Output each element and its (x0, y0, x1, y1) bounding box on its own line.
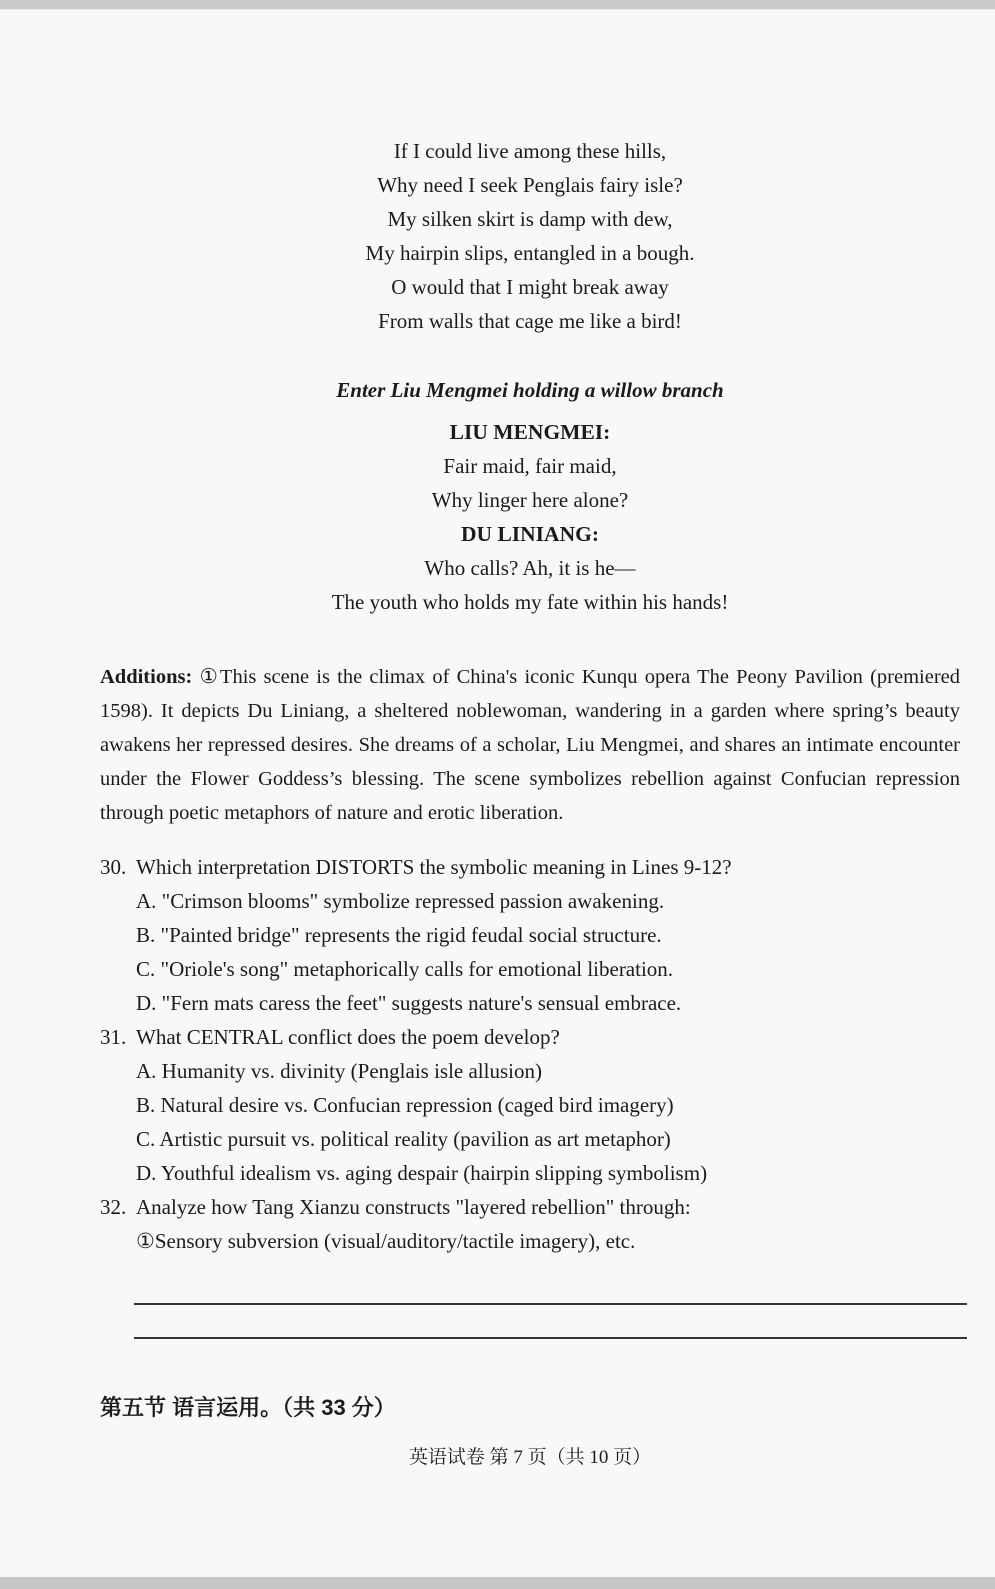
question-number: 32. (100, 1195, 127, 1219)
section-header: 第五节 语言运用。（共 33 分） (100, 1395, 396, 1420)
poem (100, 134, 960, 338)
additions-label: Additions: (100, 666, 193, 688)
option-d: D. "Fern mats caress the feet" suggests nature's sensual embrace. (136, 991, 682, 1015)
question-stem (100, 1190, 960, 1224)
question-30 (100, 850, 960, 1020)
question-text: Which interpretation DISTORTS the symbolic meaning in Lines 9-12? (136, 855, 732, 879)
dialogue-line: The youth who holds my fate within his hands! (331, 590, 729, 614)
drama-excerpt (100, 373, 960, 619)
answer-blank-line (134, 1337, 967, 1339)
option-b: B. "Painted bridge" represents the rigid feudal social structure. (136, 923, 662, 947)
option-a: A. "Crimson blooms" symbolize repressed passion awakening. (136, 889, 665, 913)
page-footer: 英语试卷 第 7 页（共 10 页） (408, 1447, 652, 1468)
poem-line: O would that I might break away (391, 275, 669, 299)
question-list (100, 850, 960, 1258)
page-content (100, 0, 960, 1471)
additions-text: ①This scene is the climax of China's iconic Kunqu opera The Peony Pavilion (premiered 1598). It depicts Du Liniang, a sheltered noblewoman, wandering in a garden where spring’s beauty awakens her repressed desires. She dreams of a scholar, Liu Mengmei, and shares an intimate encounter under the Flower Goddess’s blessing. The scene symbolizes rebellion against Confucian repression through poetic metaphors of nature and erotic liberation. (100, 666, 961, 824)
question-stem (100, 1020, 960, 1054)
poem-line: Why need I seek Penglais fairy isle? (377, 173, 683, 197)
option-d: D. Youthful idealism vs. aging despair (hairpin slipping symbolism) (136, 1161, 708, 1185)
poem-line: If I could live among these hills, (393, 139, 667, 163)
additions-paragraph (100, 660, 960, 830)
speaker-name: LIU MENGMEI: (449, 420, 611, 444)
poem-line: My silken skirt is damp with dew, (387, 207, 673, 231)
scan-edge-bottom (0, 1577, 995, 1589)
dialogue-line: Why linger here alone? (431, 488, 629, 512)
option-b: B. Natural desire vs. Confucian repression (caged bird imagery) (136, 1093, 674, 1117)
option-c: C. Artistic pursuit vs. political reality (pavilion as art metaphor) (136, 1127, 671, 1151)
dialogue-line: Who calls? Ah, it is he— (424, 556, 636, 580)
question-text: Analyze how Tang Xianzu constructs "layered rebellion" through: (136, 1195, 691, 1219)
option-a: A. Humanity vs. divinity (Penglais isle allusion) (136, 1059, 542, 1083)
stage-direction: Enter Liu Mengmei holding a willow branch (336, 378, 724, 402)
dialogue-line: Fair maid, fair maid, (443, 454, 617, 478)
option-c: C. "Oriole's song" metaphorically calls for emotional liberation. (136, 957, 674, 981)
question-number: 31. (100, 1025, 127, 1049)
question-stem (100, 850, 960, 884)
question-32 (100, 1190, 960, 1258)
answer-blank-line (134, 1303, 967, 1305)
question-subpoint: ①Sensory subversion (visual/auditory/tactile imagery), etc. (136, 1229, 636, 1253)
question-31 (100, 1020, 960, 1190)
speaker-name: DU LINIANG: (461, 522, 599, 546)
poem-line: My hairpin slips, entangled in a bough. (365, 241, 695, 265)
question-text: What CENTRAL conflict does the poem develop? (136, 1025, 560, 1049)
poem-line: From walls that cage me like a bird! (378, 309, 682, 333)
question-number: 30. (100, 855, 127, 879)
